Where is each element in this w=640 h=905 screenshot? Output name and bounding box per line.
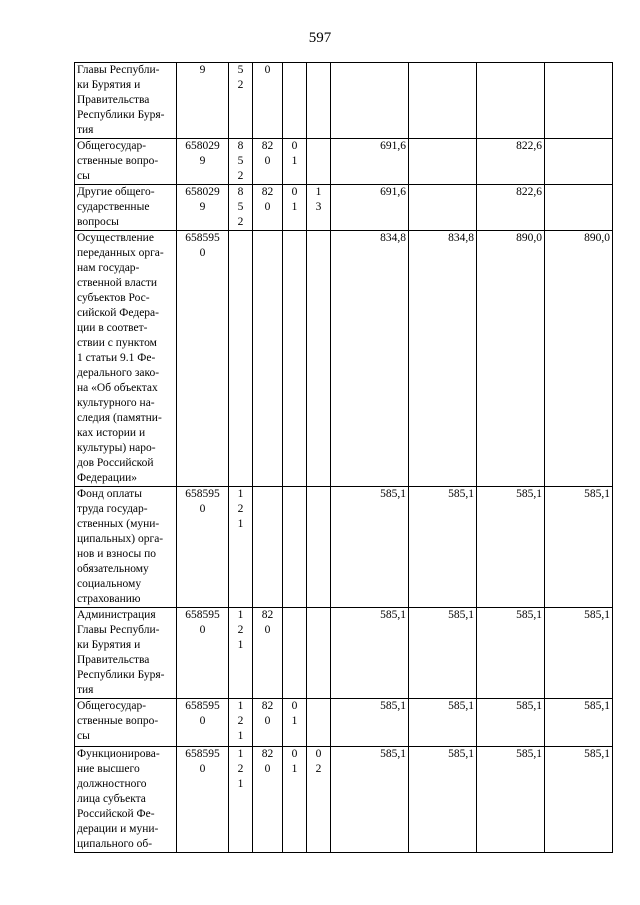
target-code-cell: 658595 0 bbox=[177, 487, 229, 608]
value-cell-3: 822,6 bbox=[477, 139, 545, 185]
table-row bbox=[75, 487, 613, 608]
value-cell-4: 585,1 bbox=[545, 487, 613, 608]
table-row bbox=[75, 608, 613, 699]
expense-type-cell: 8 5 2 bbox=[229, 185, 253, 231]
administrator-cell: 82 0 bbox=[253, 747, 283, 853]
value-cell-4 bbox=[545, 63, 613, 139]
value-cell-2: 834,8 bbox=[409, 231, 477, 487]
table-row bbox=[75, 699, 613, 747]
section-cell: 0 1 bbox=[283, 699, 307, 747]
administrator-cell: 82 0 bbox=[253, 139, 283, 185]
section-cell bbox=[283, 487, 307, 608]
value-cell-4: 890,0 bbox=[545, 231, 613, 487]
budget-table bbox=[74, 62, 613, 853]
row-name-cell: Фонд оплаты труда государ- ственных (муни- ципальных) орга- нов и взносы по обязательному социальному страхованию bbox=[75, 487, 177, 608]
administrator-cell: 82 0 bbox=[253, 699, 283, 747]
value-cell-3: 585,1 bbox=[477, 747, 545, 853]
administrator-cell: 82 0 bbox=[253, 185, 283, 231]
administrator-cell: 82 0 bbox=[253, 608, 283, 699]
expense-type-cell: 1 2 1 bbox=[229, 699, 253, 747]
row-name-cell: Общегосудар- ственные вопро- сы bbox=[75, 699, 177, 747]
value-cell-1: 585,1 bbox=[331, 699, 409, 747]
table-row bbox=[75, 63, 613, 139]
administrator-cell: 0 bbox=[253, 63, 283, 139]
value-cell-1 bbox=[331, 63, 409, 139]
value-cell-1: 585,1 bbox=[331, 747, 409, 853]
value-cell-2: 585,1 bbox=[409, 608, 477, 699]
section-cell: 0 1 bbox=[283, 747, 307, 853]
row-name-cell: Администрация Главы Республи- ки Бурятия и Правительства Республики Буря- тия bbox=[75, 608, 177, 699]
administrator-cell bbox=[253, 231, 283, 487]
expense-type-cell bbox=[229, 231, 253, 487]
administrator-cell bbox=[253, 487, 283, 608]
target-code-cell: 658595 0 bbox=[177, 231, 229, 487]
target-code-cell: 9 bbox=[177, 63, 229, 139]
section-cell: 0 1 bbox=[283, 139, 307, 185]
page-number: 597 bbox=[308, 30, 332, 46]
value-cell-2: 585,1 bbox=[409, 487, 477, 608]
value-cell-4: 585,1 bbox=[545, 699, 613, 747]
section-cell bbox=[283, 63, 307, 139]
subsection-cell: 0 2 bbox=[307, 747, 331, 853]
subsection-cell: 1 3 bbox=[307, 185, 331, 231]
subsection-cell bbox=[307, 63, 331, 139]
value-cell-2 bbox=[409, 63, 477, 139]
value-cell-4: 585,1 bbox=[545, 747, 613, 853]
value-cell-1: 585,1 bbox=[331, 608, 409, 699]
row-name-cell: Общегосудар- ственные вопро- сы bbox=[75, 139, 177, 185]
subsection-cell bbox=[307, 699, 331, 747]
subsection-cell bbox=[307, 139, 331, 185]
value-cell-1: 585,1 bbox=[331, 487, 409, 608]
table-row bbox=[75, 185, 613, 231]
section-cell bbox=[283, 608, 307, 699]
section-cell: 0 1 bbox=[283, 185, 307, 231]
table-row bbox=[75, 231, 613, 487]
value-cell-4: 585,1 bbox=[545, 608, 613, 699]
value-cell-3: 585,1 bbox=[477, 699, 545, 747]
target-code-cell: 658595 0 bbox=[177, 608, 229, 699]
target-code-cell: 658595 0 bbox=[177, 747, 229, 853]
table-row bbox=[75, 139, 613, 185]
expense-type-cell: 8 5 2 bbox=[229, 139, 253, 185]
value-cell-1: 691,6 bbox=[331, 185, 409, 231]
value-cell-4 bbox=[545, 139, 613, 185]
value-cell-3: 890,0 bbox=[477, 231, 545, 487]
value-cell-3: 585,1 bbox=[477, 487, 545, 608]
value-cell-3: 822,6 bbox=[477, 185, 545, 231]
subsection-cell bbox=[307, 231, 331, 487]
table-row bbox=[75, 747, 613, 853]
subsection-cell bbox=[307, 608, 331, 699]
section-cell bbox=[283, 231, 307, 487]
value-cell-2: 585,1 bbox=[409, 699, 477, 747]
target-code-cell: 658029 9 bbox=[177, 139, 229, 185]
value-cell-1: 691,6 bbox=[331, 139, 409, 185]
value-cell-2 bbox=[409, 185, 477, 231]
expense-type-cell: 5 2 bbox=[229, 63, 253, 139]
row-name-cell: Главы Республи- ки Бурятия и Правительства Республики Буря- тия bbox=[75, 63, 177, 139]
value-cell-3 bbox=[477, 63, 545, 139]
expense-type-cell: 1 2 1 bbox=[229, 608, 253, 699]
row-name-cell: Функционирова- ние высшего должностного лица субъекта Российской Фе- дерации и муни- ципального об- bbox=[75, 747, 177, 853]
target-code-cell: 658595 0 bbox=[177, 699, 229, 747]
expense-type-cell: 1 2 1 bbox=[229, 747, 253, 853]
value-cell-2 bbox=[409, 139, 477, 185]
value-cell-3: 585,1 bbox=[477, 608, 545, 699]
target-code-cell: 658029 9 bbox=[177, 185, 229, 231]
row-name-cell: Другие общего- сударственные вопросы bbox=[75, 185, 177, 231]
row-name-cell: Осуществление переданных орга- нам государ- ственной власти субъектов Рос- сийской Федера- ции в соответ- ствии с пунктом 1 статьи 9.1 Фе- дерального зако- на «Об объектах культурного на- следия (памятни- ках истории и культуры) наро- дов Российской Федерации» bbox=[75, 231, 177, 487]
value-cell-4 bbox=[545, 185, 613, 231]
value-cell-1: 834,8 bbox=[331, 231, 409, 487]
value-cell-2: 585,1 bbox=[409, 747, 477, 853]
expense-type-cell: 1 2 1 bbox=[229, 487, 253, 608]
subsection-cell bbox=[307, 487, 331, 608]
